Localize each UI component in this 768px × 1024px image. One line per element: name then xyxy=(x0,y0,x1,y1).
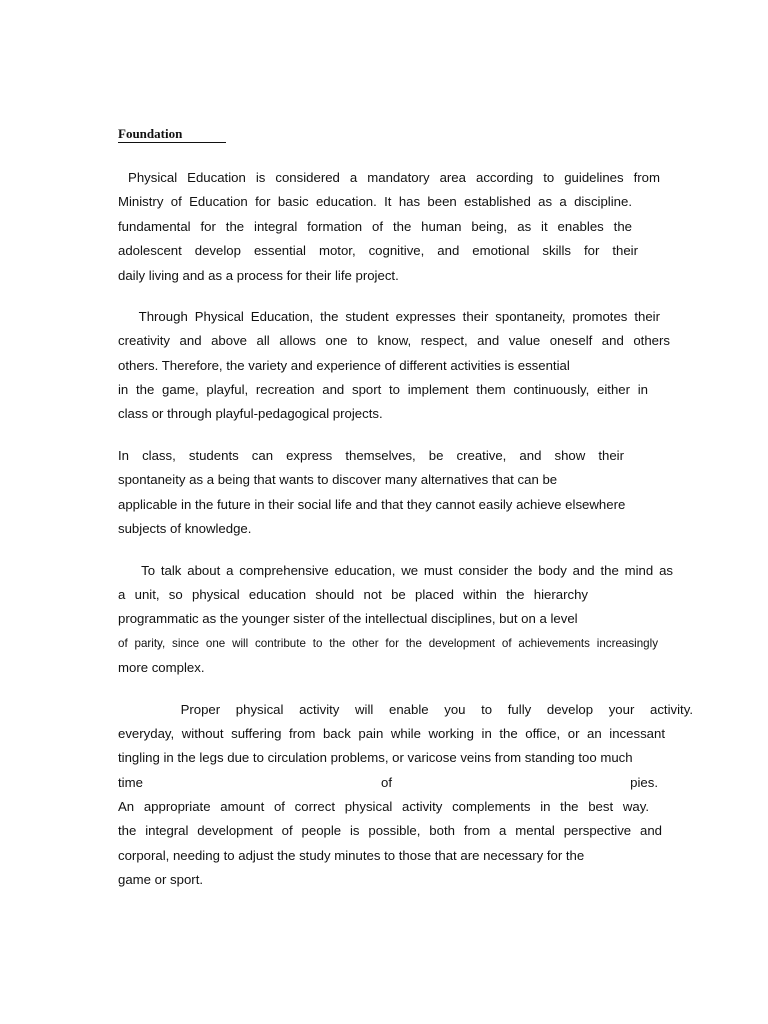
text-line: applicable in the future in their social life and that they cannot easily achieve elsewhere xyxy=(118,497,626,512)
text-line: Ministry of Education for basic education. It has been established as a discipline. xyxy=(118,194,632,209)
text-line: daily living and as a process for their life project. xyxy=(118,268,399,283)
text-line: class or through playful-pedagogical projects. xyxy=(118,406,383,421)
text-line: others. Therefore, the variety and experience of different activities is essential xyxy=(118,358,570,373)
section-heading: Foundation xyxy=(118,126,226,143)
text-line: Through Physical Education, the student expresses their spontaneity, promotes their xyxy=(118,309,660,324)
text-line: adolescent develop essential motor, cognitive, and emotional skills for their xyxy=(118,243,638,258)
text-line: In class, students can express themselves, be creative, and show their xyxy=(118,448,624,463)
text-line: more complex. xyxy=(118,660,205,675)
text-line: fundamental for the integral formation of the human being, as it enables the xyxy=(118,219,632,234)
text-line: subjects of knowledge. xyxy=(118,521,252,536)
text-line: spontaneity as a being that wants to discover many alternatives that can be xyxy=(118,472,558,487)
text-line: everyday, without suffering from back pain while working in the office, or an incessant xyxy=(118,726,665,741)
text-line: tingling in the legs due to circulation problems, or varicose veins from standing too much xyxy=(118,750,633,765)
text-line: programmatic as the younger sister of the intellectual disciplines, but on a level xyxy=(118,611,578,626)
text-line: a unit, so physical education should not be placed within the hierarchy xyxy=(118,587,588,602)
text-line: Proper physical activity will enable you to fully develop your activity. xyxy=(118,702,693,717)
text-line: corporal, needing to adjust the study minutes to those that are necessary for the xyxy=(118,848,585,863)
text-line: in the game, playful, recreation and sport to implement them continuously, either in xyxy=(118,382,648,397)
text-line: An appropriate amount of correct physical activity complements in the best way. xyxy=(118,799,649,814)
text-line: To talk about a comprehensive education, we must consider the body and the mind as xyxy=(118,563,673,578)
text-line: Physical Education is considered a mandatory area according to guidelines from xyxy=(118,170,660,185)
text-line: creativity and above all allows one to know, respect, and value oneself and others xyxy=(118,333,670,348)
text-line: game or sport. xyxy=(118,872,204,887)
text-line: time of pies. xyxy=(118,775,658,790)
text-line: the integral development of people is possible, both from a mental perspective and xyxy=(118,823,662,838)
text-line: of parity, since one will contribute to the other for the development of achievements increasingly xyxy=(118,637,658,650)
